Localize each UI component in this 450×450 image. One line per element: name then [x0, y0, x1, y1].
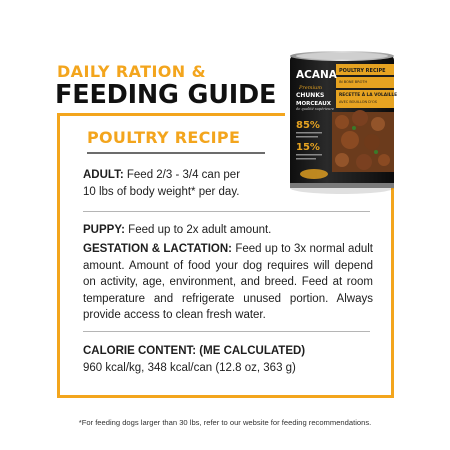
meat-chunks-icon: [332, 110, 394, 172]
can-recipe-en-sub: IN BONE BROTH: [339, 80, 368, 84]
puppy-feeding-section: [83, 222, 373, 239]
puppy-label: PUPPY:: [83, 224, 125, 236]
dog-food-can-image: [280, 48, 400, 198]
calorie-label: CALORIE CONTENT:: [83, 345, 197, 357]
gestation-text: Feed up to 3x normal adult amount. Amount of food your dog requires will depend on activity, age, environment, and breed. Feed at room temperature and refrigerate unused portion. Always provide access to clean fresh water.: [83, 243, 373, 321]
can-recipe-fr: RECETTE À LA VOLAILLE: [339, 93, 398, 98]
adult-feeding-section: [83, 167, 283, 200]
can-chunks: CHUNKS: [296, 92, 325, 99]
gestation-label: GESTATION & LACTATION:: [83, 243, 232, 255]
can-morceaux-sub: de qualité supérieure: [296, 107, 335, 111]
puppy-text: Feed up to 2x adult amount.: [128, 224, 272, 236]
page-title: FEEDING GUIDE: [55, 80, 277, 110]
gestation-feeding-section: [83, 241, 373, 324]
section-divider: [83, 211, 370, 212]
frame-border-top-left: [57, 113, 285, 116]
can-morceaux: MORCEAUX: [296, 101, 331, 107]
can-brand: ACANA: [296, 69, 337, 81]
calorie-value: 960 kcal/kg, 348 kcal/can (12.8 oz, 363 g): [83, 361, 296, 374]
recipe-title-underline: [87, 152, 265, 154]
can-percent-2: 15%: [296, 142, 320, 153]
can-percent-1: 85%: [296, 120, 320, 131]
adult-label: ADULT:: [83, 169, 124, 181]
frame-border-left: [57, 113, 60, 398]
adult-text-line1: Feed 2/3 - 3/4 can per: [126, 169, 241, 181]
calorie-section: [83, 343, 373, 376]
calorie-label-suffix: (ME CALCULATED): [199, 345, 306, 357]
section-divider: [83, 331, 370, 332]
can-recipe-fr-sub: AVEC BOUILLON D'OS: [339, 100, 377, 104]
adult-text-line2: 10 lbs of body weight* per day.: [83, 185, 240, 198]
recipe-title: POULTRY RECIPE: [87, 128, 241, 147]
footnote: *For feeding dogs larger than 30 lbs, refer to our website for feeding recommendations.: [78, 418, 372, 427]
can-recipe-en: POULTRY RECIPE: [339, 68, 386, 74]
frame-border-bottom: [57, 395, 394, 398]
guide-kicker: DAILY RATION &: [57, 62, 206, 81]
can-premium: Premium: [299, 85, 323, 91]
